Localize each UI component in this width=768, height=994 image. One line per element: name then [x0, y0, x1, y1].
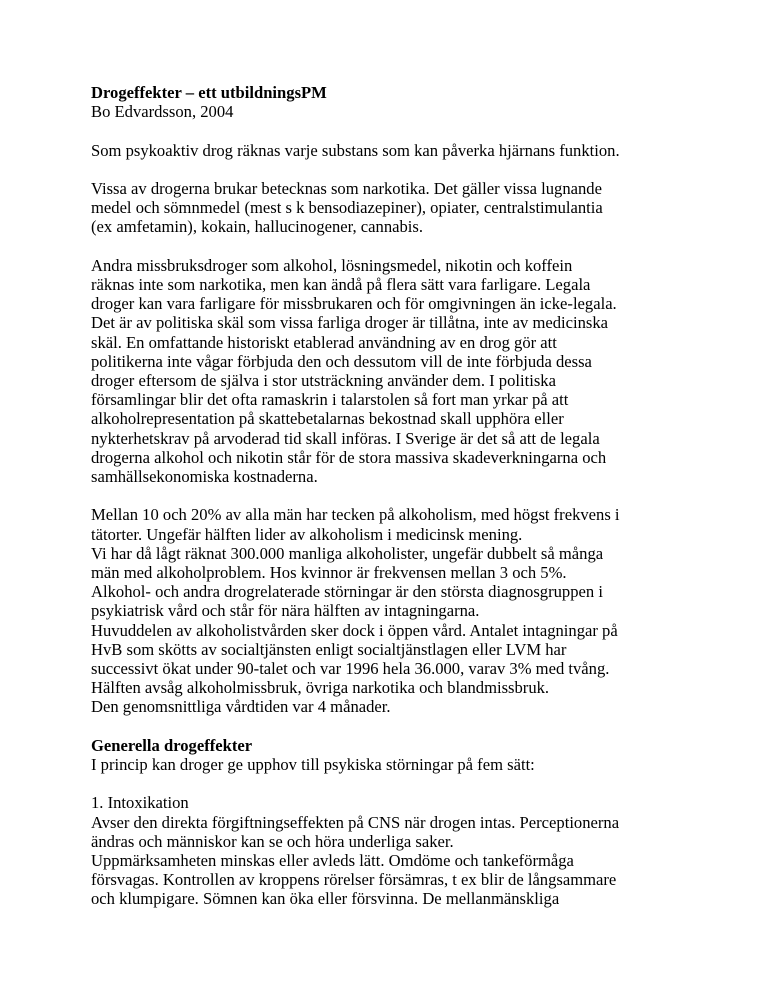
paragraph-intoxication — [91, 813, 691, 909]
paragraph-narcotics — [91, 179, 691, 237]
author-line: Bo Edvardsson, 2004 — [91, 102, 234, 122]
text-line: Det är av politiska skäl som vissa farliga droger är tillåtna, inte av medicinska — [91, 313, 609, 333]
paragraph-definition — [91, 141, 691, 160]
section-heading: Generella drogeffekter — [91, 735, 253, 755]
text-line: Som psykoaktiv drog räknas varje substans som kan påverka hjärnans funktion. — [91, 140, 620, 160]
paragraph-statistics — [91, 505, 691, 716]
paragraph-gap — [91, 774, 691, 793]
paragraph-gap — [91, 237, 691, 256]
text-line: successivt ökat under 90-talet och var 1996 hela 36.000, varav 3% med tvång. — [91, 659, 610, 679]
text-line: Avser den direkta förgiftningseffekten på CNS när drogen intas. Perceptionerna — [91, 812, 620, 832]
item-heading: 1. Intoxikation — [91, 793, 189, 813]
text-line: nykterhetskrav på arvoderad tid skall införas. I Sverige är det så att de legala — [91, 428, 600, 448]
text-line: HvB som skötts av socialtjänsten enligt socialtjänstlagen eller LVM har — [91, 639, 567, 659]
text-line: skäl. En omfattande historiskt etablerad användning av en drog gör att — [91, 332, 557, 352]
document-title: Drogeffekter – ett utbildningsPM — [91, 83, 327, 102]
text-line: Andra missbruksdroger som alkohol, lösningsmedel, nikotin och koffein — [91, 255, 573, 275]
text-line: medel och sömnmedel (mest s k bensodiazepiner), opiater, centralstimulantia — [91, 198, 603, 218]
paragraph-gap — [91, 121, 691, 140]
text-line: Den genomsnittliga vårdtiden var 4 månader. — [91, 697, 391, 717]
text-line: droger eftersom de själva i stor utsträckning använder dem. I politiska — [91, 371, 556, 390]
text-line: Hälften avsåg alkoholmissbruk, övriga narkotika och blandmissbruk. — [91, 678, 550, 698]
text-line: försvagas. Kontrollen av kroppens rörelser försämras, t ex blir de långsammare — [91, 870, 617, 890]
text-line: och klumpigare. Sömnen kan öka eller försvinna. De mellanmänskliga — [91, 889, 560, 909]
text-line: Uppmärksamheten minskas eller avleds lätt. Omdöme och tankeförmåga — [91, 851, 574, 871]
paragraph-gap — [91, 717, 691, 736]
text-line: droger kan vara farligare för missbrukaren och för omgivningen än icke-legala. — [91, 294, 617, 314]
text-line: ändras och människor kan se och höra underliga saker. — [91, 831, 454, 851]
text-line: Alkohol- och andra drogrelaterade störningar är den största diagnosgruppen i — [91, 582, 603, 602]
text-line: Vi har då lågt räknat 300.000 manliga alkoholister, ungefär dubbelt så många — [91, 543, 604, 563]
text-line: drogerna alkohol och nikotin står för de stora massiva skadeverkningarna och — [91, 447, 607, 467]
text-line: tätorter. Ungefär hälften lider av alkoholism i medicinsk mening. — [91, 524, 523, 544]
paragraph-gap — [91, 160, 691, 179]
text-line: samhällsekonomiska kostnaderna. — [91, 467, 318, 487]
section-intro: I princip kan droger ge upphov till psykiska störningar på fem sätt: — [91, 755, 535, 775]
text-line: räknas inte som narkotika, men kan ändå på flera sätt vara farligare. Legala — [91, 274, 591, 294]
text-line: psykiatrisk vård och står för nära hälften av intagningarna. — [91, 601, 480, 621]
text-line: alkoholrepresentation på skattebetalarnas bekostnad skall upphöra eller — [91, 409, 564, 429]
text-line: Huvuddelen av alkoholistvården sker dock i öppen vård. Antalet intagningar på — [91, 620, 618, 640]
text-line: politikerna inte vågar förbjuda den och dessutom vill de inte förbjuda dessa — [91, 351, 592, 371]
text-line: (ex amfetamin), kokain, hallucinogener, cannabis. — [91, 217, 424, 237]
text-line: Vissa av drogerna brukar betecknas som narkotika. Det gäller vissa lugnande — [91, 178, 602, 198]
document-body — [91, 83, 691, 909]
paragraph-gap — [91, 486, 691, 505]
text-line: män med alkoholproblem. Hos kvinnor är frekvensen mellan 3 och 5%. — [91, 563, 567, 583]
text-line: församlingar blir det ofta ramaskrin i talarstolen så fort man yrkar på att — [91, 390, 569, 410]
text-line: Mellan 10 och 20% av alla män har tecken på alkoholism, med högst frekvens i — [91, 505, 620, 525]
paragraph-legal-drugs — [91, 256, 691, 486]
